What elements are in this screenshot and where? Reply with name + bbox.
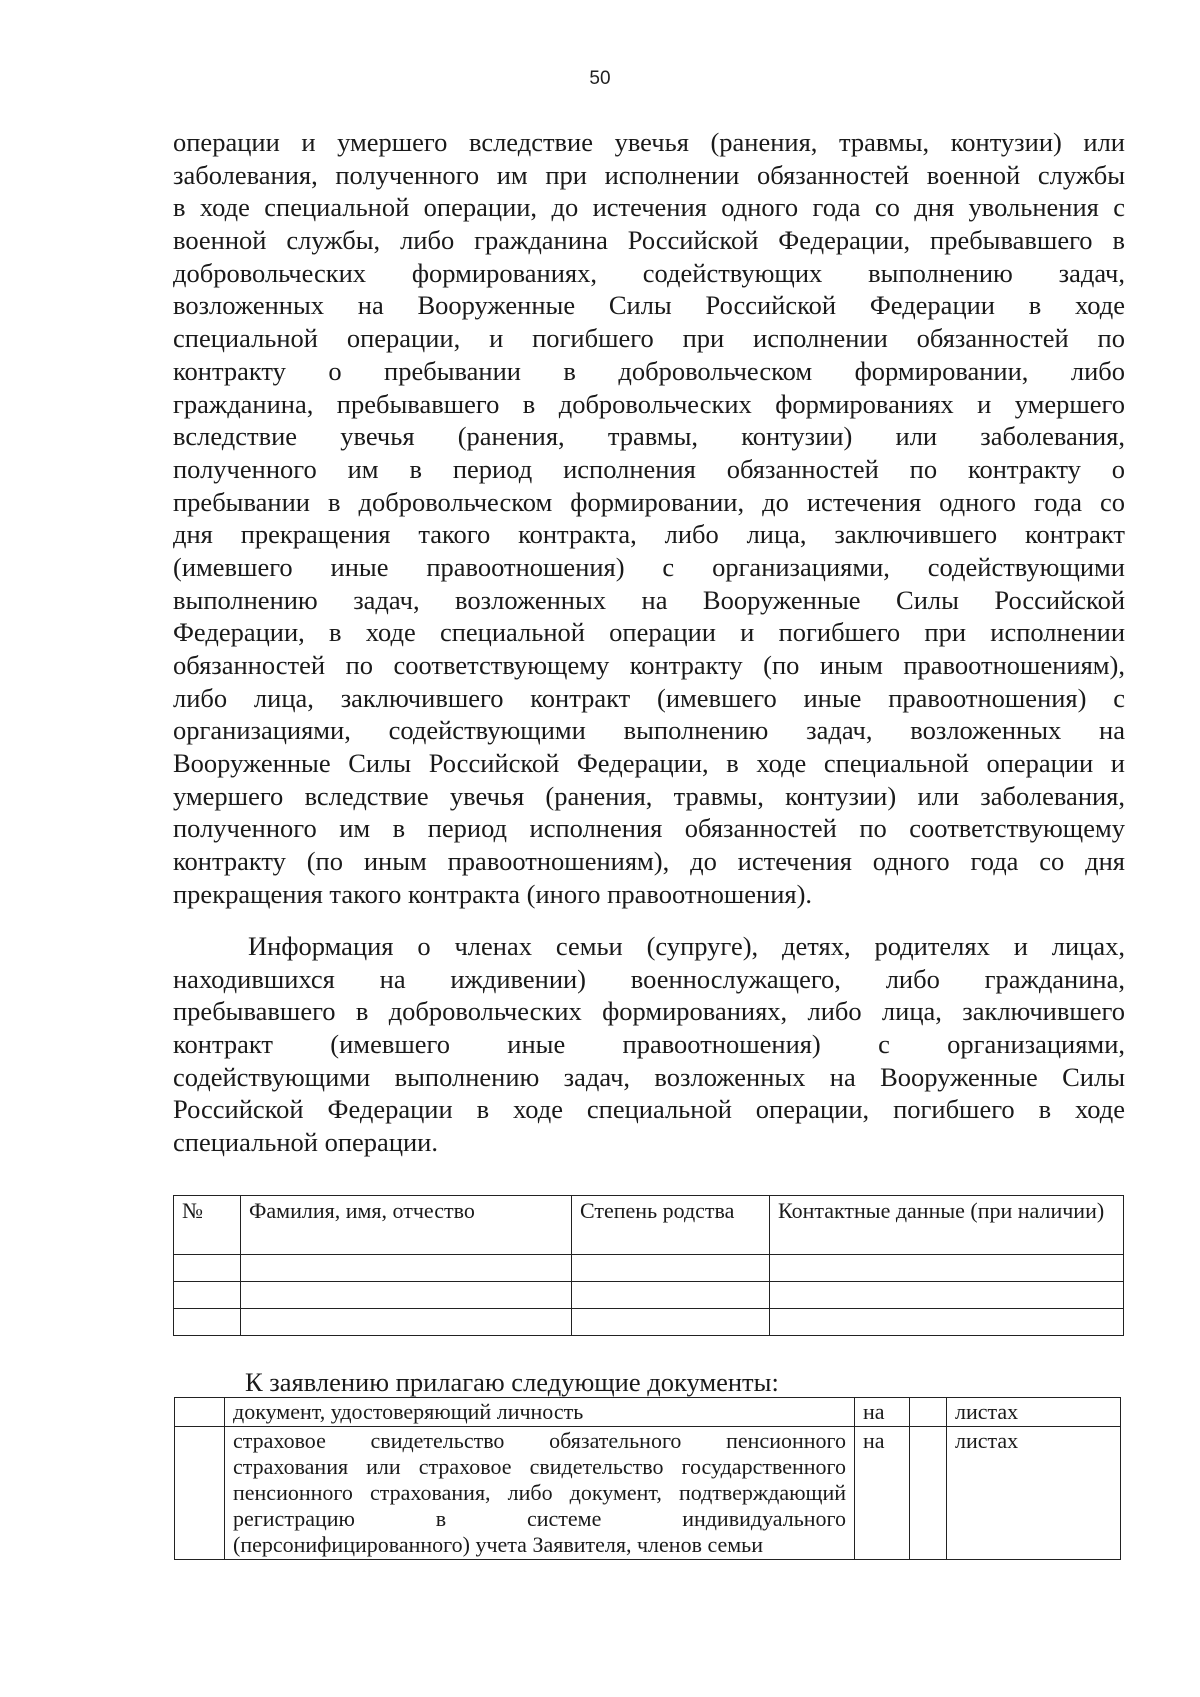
text-line: организациями, содействующими выполнению задач, возложенных на	[173, 715, 1125, 746]
text-line: пребывавшего в добровольческих формированиях, либо лица, заключившего	[173, 996, 1125, 1027]
attachment-document-name	[225, 1398, 855, 1427]
document-line: страховое свидетельство обязательного пенсионного	[233, 1428, 846, 1453]
relatives-table-cell	[174, 1255, 241, 1282]
column-header-relationship: Степень родства	[572, 1196, 770, 1255]
document-line: страхования или страховое свидетельство государственного	[233, 1454, 846, 1479]
text-line: прекращения такого контракта (иного правоотношения).	[173, 878, 813, 909]
relatives-table-cell	[770, 1282, 1124, 1309]
text-line: Вооруженные Силы Российской Федерации, в ходе специальной операции и	[173, 748, 1125, 779]
column-header-number: №	[174, 1196, 241, 1255]
document-line: (персонифицированного) учета Заявителя, членов семьи	[233, 1532, 763, 1557]
text-line: Информация о членах семьи (супруге), детях, родителях и лицах,	[248, 931, 1125, 961]
text-line: в ходе специальной операции, до истечения одного года со дня увольнения с	[173, 192, 1125, 223]
relatives-table-cell	[572, 1255, 770, 1282]
relatives-table-cell	[572, 1309, 770, 1336]
text-line: выполнению задач, возложенных на Вооруженные Силы Российской	[173, 584, 1125, 615]
text-line: военной службы, либо гражданина Российской Федерации, пребывавшего в	[173, 225, 1125, 256]
attachment-row	[175, 1427, 1121, 1560]
relatives-table-cell	[174, 1282, 241, 1309]
text-line: Российской Федерации в ходе специальной операции, погибшего в ходе	[173, 1094, 1125, 1125]
text-line: пребывании в добровольческом формировании, до истечения одного года со	[173, 486, 1125, 517]
relatives-table-cell	[770, 1255, 1124, 1282]
attachment-suffix: листах	[947, 1398, 1121, 1427]
text-line: операции и умершего вследствие увечья (ранения, травмы, контузии) или	[173, 127, 1125, 157]
text-line: дня прекращения такого контракта, либо лица, заключившего контракт	[173, 519, 1125, 550]
relatives-table-header-row	[174, 1196, 1124, 1255]
attachment-row	[175, 1398, 1121, 1427]
text-line: возложенных на Вооруженные Силы Российской Федерации в ходе	[173, 290, 1125, 321]
text-line: умершего вследствие увечья (ранения, травмы, контузии) или заболевания,	[173, 780, 1125, 811]
attachment-sheet-count[interactable]	[910, 1398, 947, 1427]
attachments-heading: К заявлению прилагаю следующие документы:	[245, 1367, 779, 1397]
text-line: контракту (по иным правоотношениям), до истечения одного года со дня	[173, 846, 1125, 877]
relatives-table-row	[174, 1309, 1124, 1336]
relatives-table-cell	[572, 1282, 770, 1309]
document-line: документ, удостоверяющий личность	[233, 1399, 584, 1424]
relatives-table-row	[174, 1282, 1124, 1309]
text-line: либо лица, заключившего контракт (имевшего иные правоотношения) с	[173, 682, 1125, 713]
text-line: находившихся на иждивении) военнослужащего, либо гражданина,	[173, 963, 1125, 994]
attachment-sheet-count[interactable]	[910, 1427, 947, 1560]
text-line: (имевшего иные правоотношения) с организациями, содействующими	[173, 551, 1125, 582]
text-line: вследствие увечья (ранения, травмы, контузии) или заболевания,	[173, 421, 1125, 452]
attachment-mark-cell[interactable]	[175, 1398, 225, 1427]
text-line: полученного им в период исполнения обязанностей по соответствующему	[173, 813, 1125, 844]
text-line: заболевания, полученного им при исполнении обязанностей военной службы	[173, 159, 1125, 190]
relatives-table-cell	[770, 1309, 1124, 1336]
text-line: гражданина, пребывавшего в добровольческих формированиях и умершего	[173, 388, 1125, 419]
document-line: пенсионного страхования, либо документ, подтверждающий	[233, 1480, 846, 1505]
column-header-full-name: Фамилия, имя, отчество	[241, 1196, 572, 1255]
paragraph-1	[173, 126, 1125, 911]
relatives-table	[173, 1195, 1124, 1336]
text-line: добровольческих формированиях, содействующих выполнению задач,	[173, 257, 1125, 288]
text-line: обязанностей по соответствующему контракту (по иным правоотношениям),	[173, 650, 1125, 680]
document-line: регистрацию в системе индивидуального	[233, 1506, 846, 1531]
relatives-table-cell	[241, 1309, 572, 1336]
text-line: специальной операции, и погибшего при исполнении обязанностей по	[173, 323, 1125, 354]
text-line: Федерации, в ходе специальной операции и погибшего при исполнении	[173, 617, 1125, 648]
attachment-suffix: листах	[947, 1427, 1121, 1560]
paragraph-2	[173, 930, 1125, 1159]
text-line: контракт (имевшего иные правоотношения) с организациями,	[173, 1029, 1125, 1060]
text-line: содействующими выполнению задач, возложенных на Вооруженные Силы	[173, 1061, 1125, 1092]
attachment-prefix: на	[855, 1427, 910, 1560]
page-number: 50	[589, 68, 611, 89]
attachment-document-name	[225, 1427, 855, 1560]
text-line: контракту о пребывании в добровольческом формировании, либо	[173, 355, 1125, 386]
relatives-table-cell	[241, 1282, 572, 1309]
column-header-contacts: Контактные данные (при наличии)	[770, 1196, 1124, 1255]
text-line: полученного им в период исполнения обязанностей по контракту о	[173, 453, 1125, 484]
attachment-prefix: на	[855, 1398, 910, 1427]
attachments-table	[174, 1397, 1121, 1560]
relatives-table-cell	[241, 1255, 572, 1282]
relatives-table-row	[174, 1255, 1124, 1282]
relatives-table-cell	[174, 1309, 241, 1336]
text-line: специальной операции.	[173, 1127, 438, 1158]
attachment-mark-cell[interactable]	[175, 1427, 225, 1560]
